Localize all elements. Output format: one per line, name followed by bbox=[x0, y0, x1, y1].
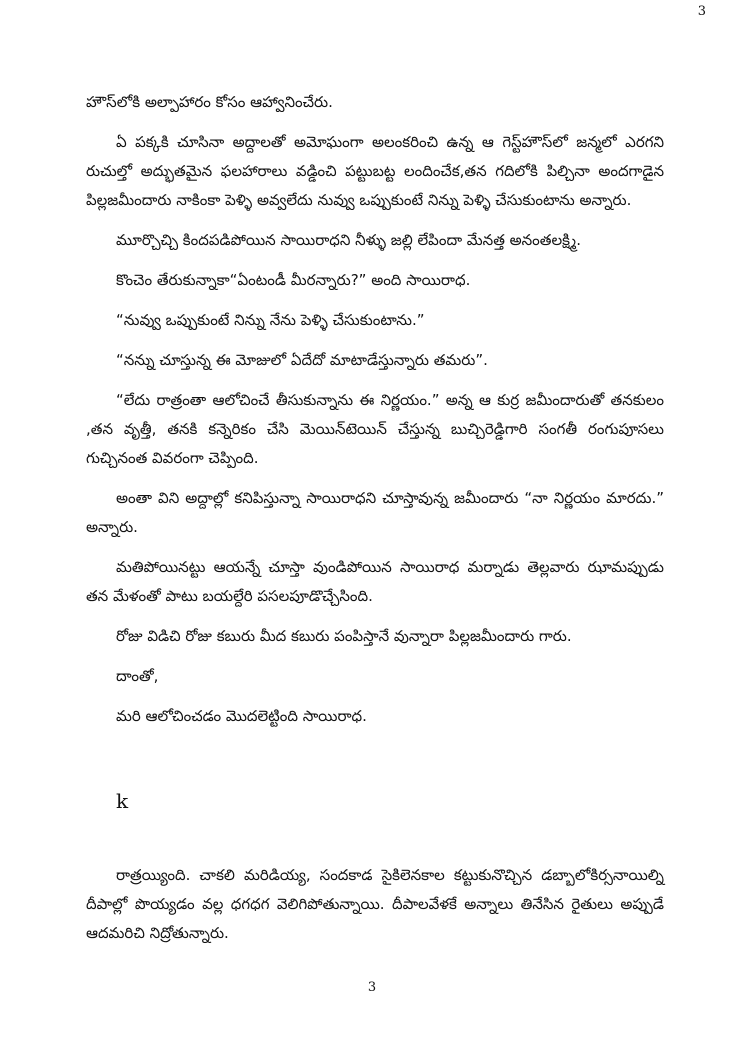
paragraph: “నువ్వు ఒప్పుకుంటే నిన్ను నేను పెళ్ళి చేసుకుంటాను.” bbox=[116, 311, 425, 329]
paragraph: రోజు విడిచి రోజు కబురు మీద కబురు పంపిస్తానే వున్నారా పిల్లజమీందారు గారు. bbox=[116, 627, 572, 645]
page-number-top: 3 bbox=[697, 4, 706, 19]
paragraph: కొంచెం తేరుకున్నాకా“ఏంటండీ మీరన్నారు?” అంది సాయిరాధ. bbox=[116, 271, 471, 289]
paragraph: “నన్ను చూస్తున్న ఈ మోజులో ఏదేదో మాటాడేస్తున్నారు తమరు”. bbox=[116, 351, 488, 369]
section-mark: k bbox=[116, 789, 129, 813]
paragraph: అంతా విని అద్దాల్లో కనిపిస్తున్నా సాయిరాధని చూస్తావున్న జమీందారు “నా నిర్ణయం మారదు.” అన్నారు. bbox=[86, 489, 664, 536]
paragraph: మతిపోయినట్టు ఆయన్నే చూస్తా వుండిపోయిన సాయిరాధ మర్నాడు తెల్లవారు ఝామప్పుడు తన మేళంతో పాటు బయల్దేరి పసలపూడొచ్చేసింది. bbox=[86, 558, 664, 605]
paragraph: రాత్రయ్యింది. చాకలి మరిడియ్య, సందకాడ సైకిలెనకాల కట్టుకునొచ్చిన డబ్బాలోకిర్సనాయిల్ని దీపాల్లో పొయ్యడం వల్ల ధగధగ వెలిగిపోతున్నాయి. దీపాలవేళకే అన్నాలు తినేసిన రైతులు అప్పుడే ఆదమరిచి నిద్రోతున్నారు. bbox=[86, 866, 664, 942]
paragraph: హౌస్‌లోకి అల్పాహారం కోసం ఆహ్వానించేరు. bbox=[86, 93, 333, 111]
paragraph: దాంతో, bbox=[116, 667, 159, 685]
paragraph: “లేదు రాత్రంతా ఆలోచించే తీసుకున్నాను ఈ నిర్ణయం.” అన్న ఆ కుర్ర జమీందారుతో తనకులం ,తన వృత్తీ, తనకి కన్నెరికం చేసి మెయిన్‌టెయిన్ చేస్తున్న బుచ్చిరెడ్డిగారి సంగతీ రంగుపూసలు గుచ్చినంత వివరంగా చెప్పింది. bbox=[86, 391, 664, 467]
page-number-bottom: 3 bbox=[367, 980, 377, 995]
document-body bbox=[86, 88, 664, 959]
paragraph: మూర్చొచ్చి కిందపడిపోయిన సాయిరాధని నీళ్ళు జల్లి లేపిందా మేనత్త అనంతలక్ష్మి. bbox=[116, 231, 581, 249]
paragraph: ఏ పక్కకి చూసినా అద్దాలతో అమోఘంగా అలంకరించి ఉన్న ఆ గెస్ట్‌హౌస్‌లో జన్మలో ఎరగని రుచుల్తో అద్భుతమైన ఫలహారాలు వడ్డించి పట్టుబట్ట లందించేక,తన గదిలోకి పిల్చినా అందగాడైన పిల్లజమీందారు నాకింకా పెళ్ళి అవ్వలేదు నువ్వు ఒప్పుకుంటే నిన్ను పెళ్ళి చేసుకుంటాను అన్నారు. bbox=[86, 133, 664, 209]
paragraph: మరి ఆలోచించడం మొదలెట్టింది సాయిరాధ. bbox=[116, 707, 367, 725]
